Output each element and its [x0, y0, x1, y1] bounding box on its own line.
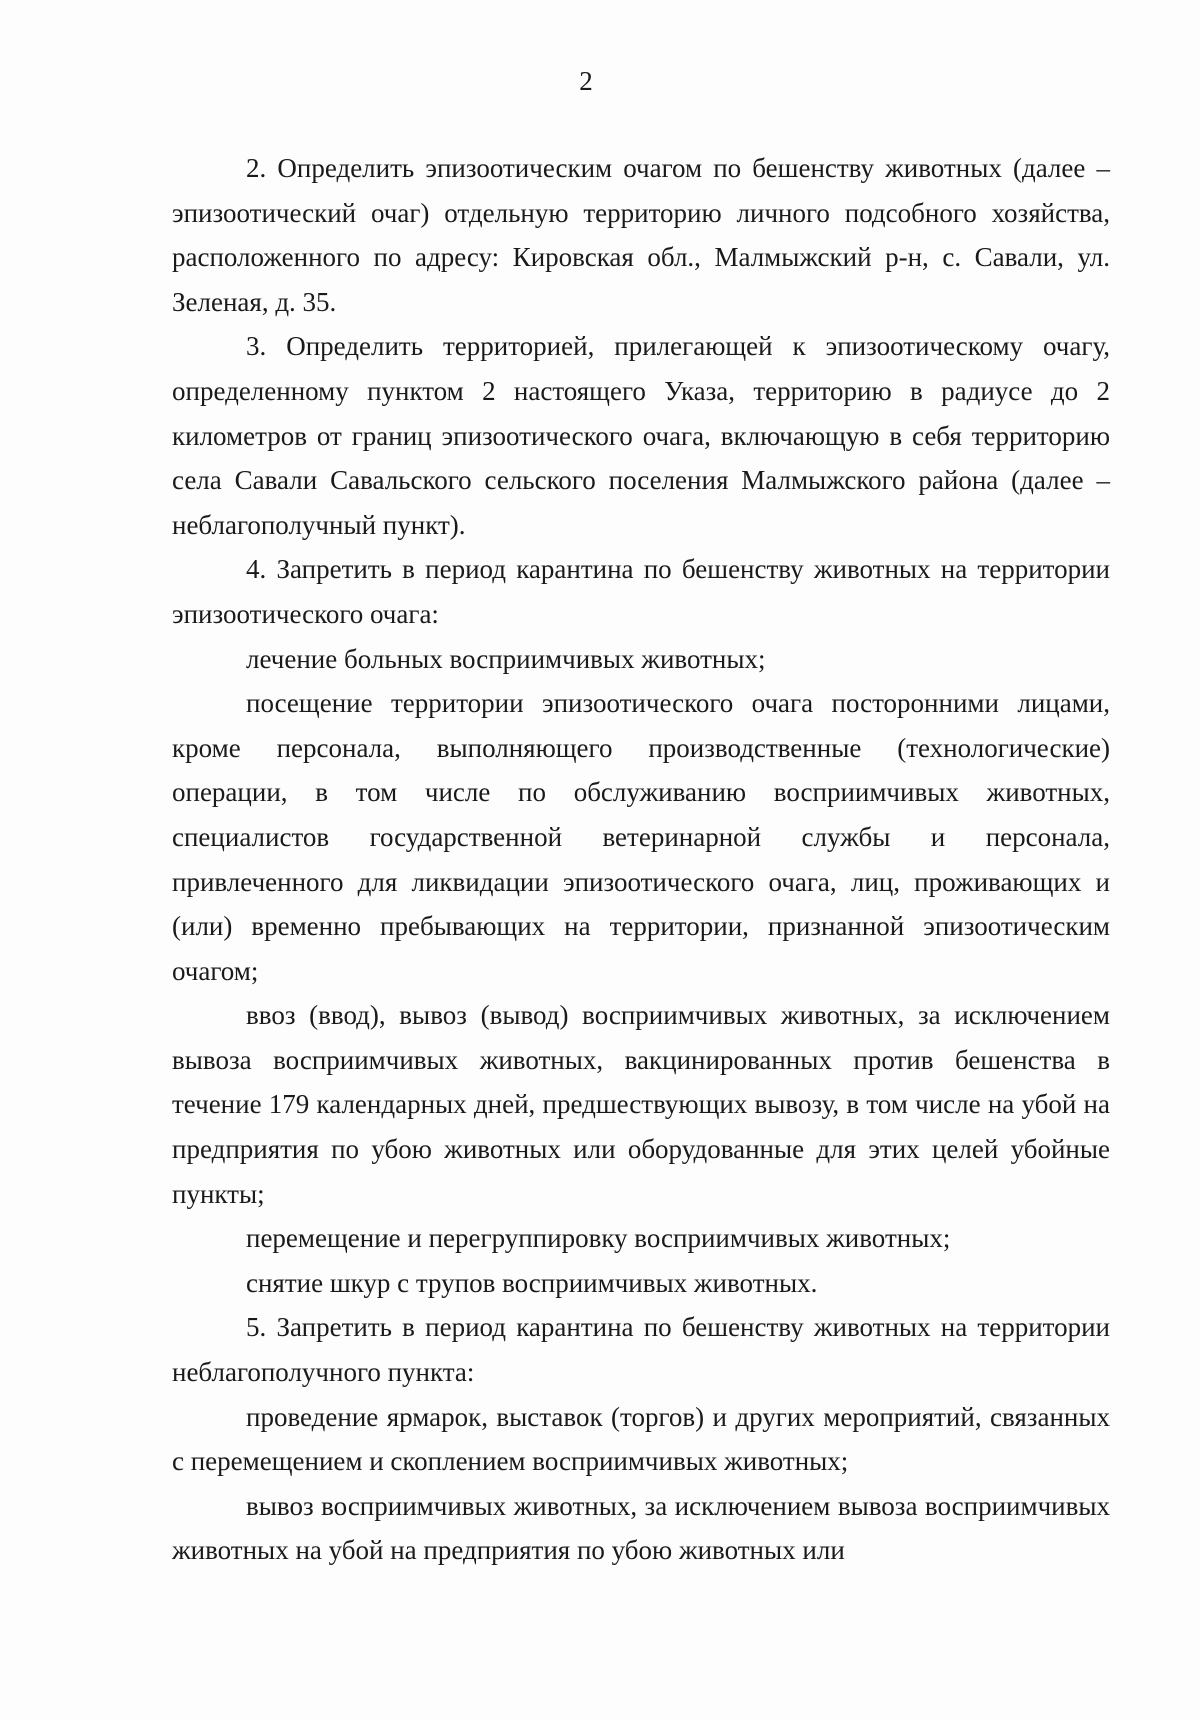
prohibition-import-export: ввоз (ввод), вывоз (вывод) восприимчивых животных, за исключением вывоза восприимчивых животных, вакцинированных против бешенства в течение 179 календарных дней, предшествующих вывозу, в том числе на убой на предприятия по убою животных или оборудованные для этих целей убойные пункты;	[172, 1000, 1110, 1209]
paragraph-4-prohibitions-intro: 4. Запретить в период карантина по бешенству животных на территории эпизоотического очага:	[172, 554, 1110, 629]
paragraph-5-prohibitions-intro: 5. Запретить в период карантина по бешенству животных на территории неблагополучного пункта:	[172, 1312, 1110, 1388]
prohibition-treatment: лечение больных восприимчивых животных;	[246, 643, 766, 674]
prohibition-export: вывоз восприимчивых животных, за исключением вывоза восприимчивых животных на убой на предприятия по убою животных или	[172, 1490, 1110, 1566]
paragraph-2-epizootic-focus: 2. Определить эпизоотическим очагом по бешенству животных (далее – эпизоотический очаг) отдельную территорию личного подсобного хозяйства, расположенного по адресу: Кировская обл., Малмыжский р-н, с. Савали, ул. Зеленая, д. 35.	[172, 153, 1110, 317]
prohibition-regrouping: перемещение и перегруппировку восприимчивых животных;	[246, 1223, 951, 1254]
prohibition-skinning: снятие шкур с трупов восприимчивых животных.	[246, 1267, 818, 1298]
paragraph-3-adjacent-territory: 3. Определить территорией, прилегающей к эпизоотическому очагу, определенному пунктом 2 настоящего Указа, территорию в радиусе до 2 километров от границ эпизоотического очага, включающую в себя территорию села Савали Савальского сельского поселения Малмыжского района (далее – неблагополучный пункт).	[172, 331, 1110, 540]
page-number: 2	[579, 66, 593, 96]
prohibition-visits: посещение территории эпизоотического очага посторонними лицами, кроме персонала, выполняющего производственные (технологические) операции, в том числе по обслуживанию восприимчивых животных, специалистов государственной ветеринарной службы и персонала, привлеченного для ликвидации эпизоотического очага, лиц, проживающих и (или) временно пребывающих на территории, признанной эпизоотическим очагом;	[172, 688, 1110, 986]
document-body	[172, 146, 1110, 1573]
prohibition-fairs: проведение ярмарок, выставок (торгов) и других мероприятий, связанных с перемещением и скоплением восприимчивых животных;	[172, 1401, 1110, 1477]
